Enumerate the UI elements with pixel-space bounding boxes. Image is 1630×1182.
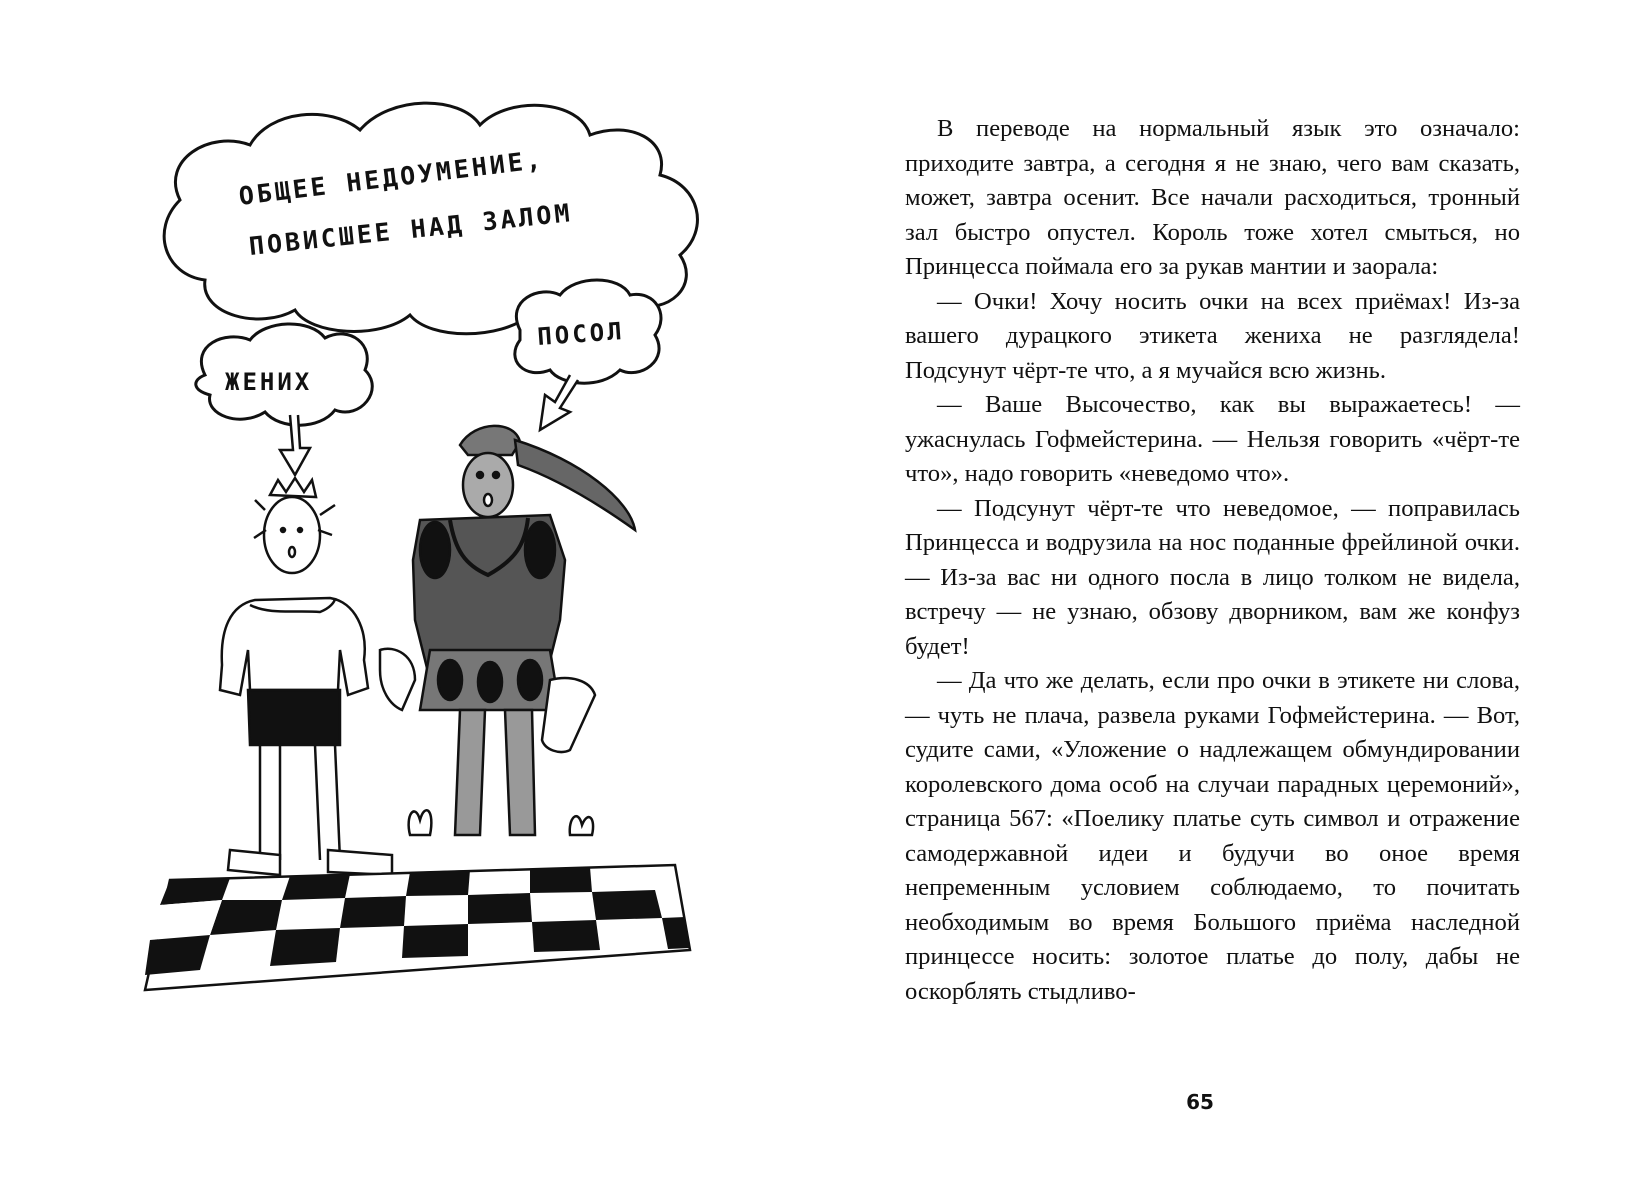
illustration bbox=[130, 90, 750, 1050]
illustration-drawing bbox=[130, 90, 750, 1050]
cloud-main-line-1: ОБЩЕЕ НЕДОУМЕНИЕ, bbox=[237, 144, 546, 211]
crown-icon bbox=[270, 478, 316, 497]
text-column bbox=[905, 112, 1520, 1032]
paragraph-5: — Да что же делать, если про очки в этикете ни слова, — чуть не плача, развела руками Гофмейстерина. — Вот, судите сами, «Уложение о надлежащем обмундировании королевского дома особ на случаи парадных церемоний», страница 567: «Поелику платье суть символ и отражение самодержавной идеи и будучи во оное время непременным условием соблюдаемо, то почитать необходимым во время Большого приёма наследной принцессе носить: золотое платье до полу, дабы не оскорблять стыдливо- bbox=[905, 667, 1520, 1005]
cloud-ambassador-label: ПОСОЛ bbox=[536, 316, 626, 351]
paragraph-1: В переводе на нормальный язык это означало: приходите завтра, а сегодня я не знаю, чего вам сказать, может, завтра осенит. Все начали расходиться, тронный зал быстро опустел. Король тоже хотел смыться, но Принцесса поймала его за рукав мантии и заорала: bbox=[905, 115, 1520, 280]
paragraph-3: — Ваше Высочество, как вы выражаетесь! — ужаснулась Гофмейстерина. — Нельзя говорить «чёрт-те что», надо говорить «неведомо что». bbox=[905, 391, 1520, 487]
cloud-main-line-2: ПОВИСШЕЕ НАД ЗАЛОМ bbox=[247, 198, 574, 261]
cloud-groom-label: ЖЕНИХ bbox=[225, 368, 313, 396]
arrow-to-ambassador bbox=[540, 375, 578, 430]
paragraph-2: — Очки! Хочу носить очки на всех приёмах! Из-за вашего дурацкого этикета жениха не разглядела! Подсунут чёрт-те что, а я мучайся всю жизнь. bbox=[905, 287, 1520, 384]
groom-figure bbox=[220, 478, 392, 875]
checkerboard-floor bbox=[145, 865, 690, 990]
ambassador-figure bbox=[380, 426, 635, 835]
paragraph-4: — Подсунут чёрт-те что неведомое, — поправилась Принцесса и водрузила на нос поданные фрейлиной очки. — Из-за вас ни одного посла в лицо толком не видела, встречу — не узнаю, обзову дворником, вам же конфуз будет! bbox=[905, 494, 1520, 660]
floor-plants bbox=[409, 810, 593, 835]
page-number: 65 bbox=[1186, 1090, 1214, 1114]
